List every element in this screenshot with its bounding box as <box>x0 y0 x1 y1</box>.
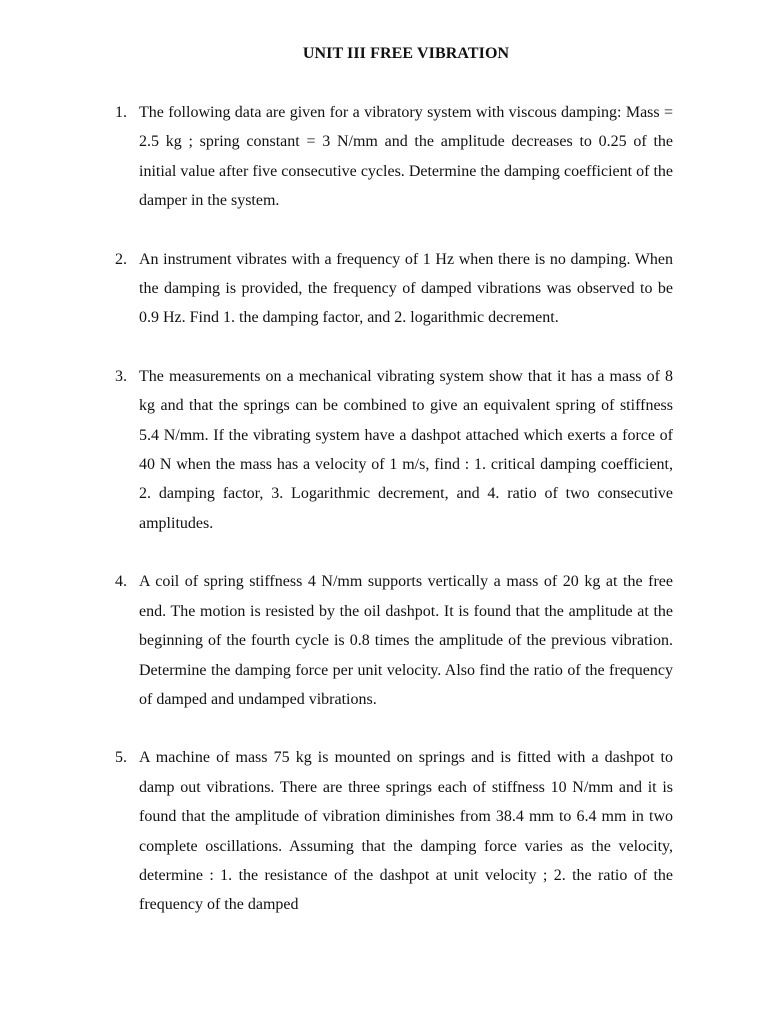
question-text: The measurements on a mechanical vibrating system show that it has a mass of 8 kg and that the springs can be combined to give an equivalent spring of stiffness 5.4 N/mm. If the vibrating system have a dashpot attached which exerts a force of 40 N when the mass has a velocity of 1 m/s, find : 1. critical damping coefficient, 2. damping factor, 3. Logarithmic decrement, and 4. ratio of two consecutive amplitudes. <box>139 367 673 532</box>
question-text: An instrument vibrates with a frequency of 1 Hz when there is no damping. When the damping is provided, the frequency of damped vibrations was observed to be 0.9 Hz. Find 1. the damping factor, and 2. logarithmic decrement. <box>139 250 673 327</box>
question-item-5 <box>0 743 768 919</box>
question-number: 4. <box>115 573 127 591</box>
question-item-2 <box>0 245 768 333</box>
document-title: UNIT III FREE VIBRATION <box>302 45 510 62</box>
question-number: 2. <box>115 250 127 268</box>
question-text: A coil of spring stiffness 4 N/mm supports vertically a mass of 20 kg at the free end. The motion is resisted by the oil dashpot. It is found that the amplitude at the beginning of the fourth cycle is 0.8 times the amplitude of the previous vibration. Determine the damping force per unit velocity. Also find the ratio of the frequency of damped and undamped vibrations. <box>139 573 673 708</box>
question-item-4 <box>0 567 768 714</box>
question-text: A machine of mass 75 kg is mounted on springs and is fitted with a dashpot to damp out vibrations. There are three springs each of stiffness 10 N/mm and it is found that the amplitude of vibration diminishes from 38.4 mm to 6.4 mm in two complete oscillations. Assuming that the damping force varies as the velocity, determine : 1. the resistance of the dashpot at unit velocity ; 2. the ratio of the frequency of the damped <box>139 749 673 914</box>
question-number: 5. <box>115 749 127 767</box>
question-item-3 <box>0 362 768 538</box>
question-number: 1. <box>115 104 127 121</box>
question-number: 3. <box>115 367 127 385</box>
question-text: The following data are given for a vibratory system with viscous damping: Mass = 2.5 kg ; spring constant = 3 N/mm and the amplitude decreases to 0.25 of the initial value after five consecutive cycles. Determine the damping coefficient of the damper in the system. <box>139 104 673 210</box>
question-list <box>0 98 768 949</box>
question-item-1 <box>0 98 768 216</box>
